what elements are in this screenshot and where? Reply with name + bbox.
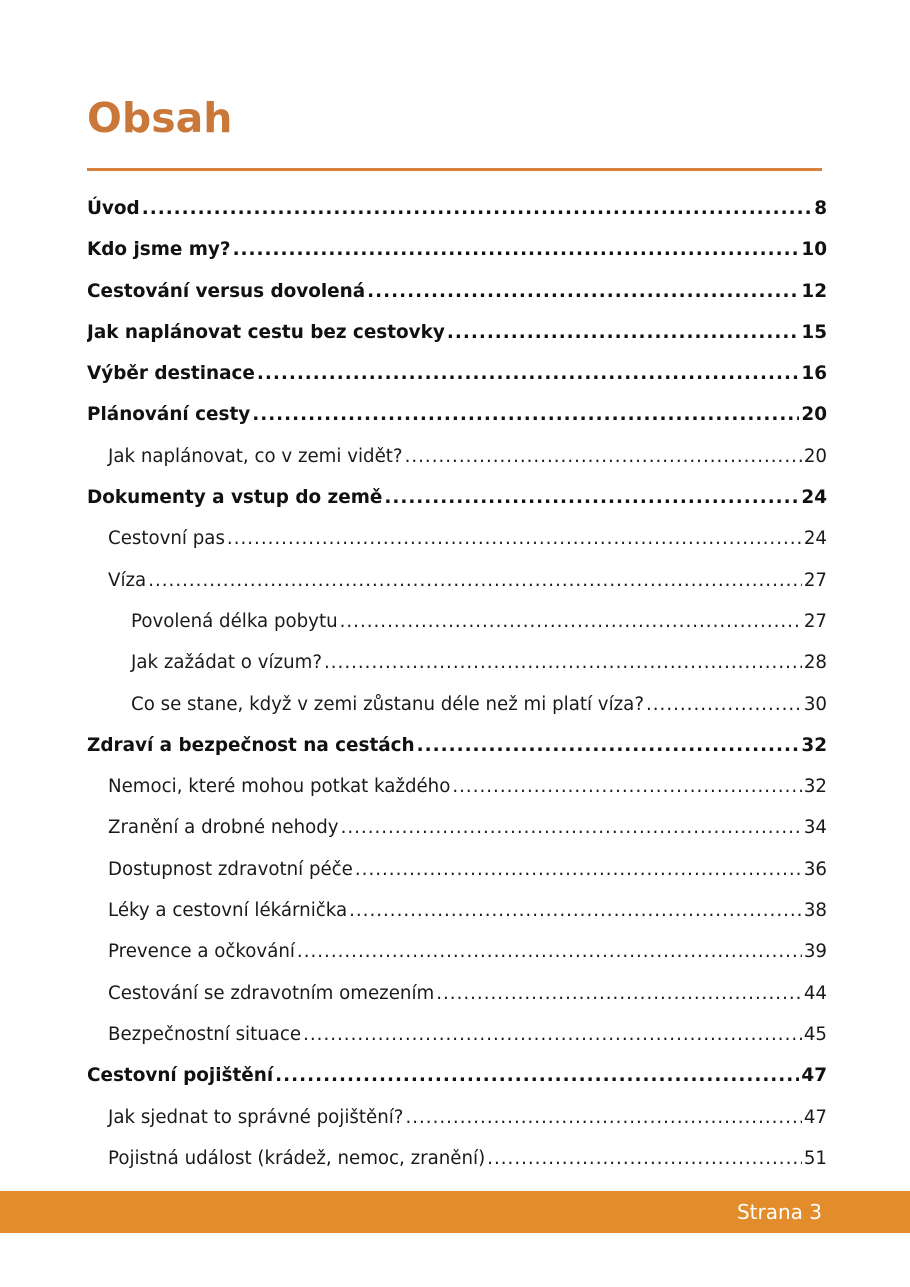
dot-leader bbox=[384, 477, 799, 518]
toc-entry-title: Kdo jsme my? bbox=[87, 239, 231, 261]
dot-leader bbox=[303, 1014, 802, 1055]
toc-entry-title: Dostupnost zdravotní péče bbox=[108, 858, 353, 880]
toc-entry-title: Povolená délka pobytu bbox=[131, 610, 338, 632]
toc-entry-page: 8 bbox=[814, 198, 827, 219]
dot-leader bbox=[297, 931, 802, 972]
toc-entry-title: Zranění a drobné nehody bbox=[108, 817, 339, 839]
toc-entry[interactable] bbox=[87, 477, 827, 518]
dot-leader bbox=[405, 1097, 801, 1138]
dot-leader bbox=[452, 766, 802, 807]
toc-entry-page: 36 bbox=[803, 858, 827, 880]
dot-leader bbox=[405, 436, 802, 477]
toc-entry-title: Dokumenty a vstup do země bbox=[87, 487, 383, 509]
toc-entry-page: 16 bbox=[801, 363, 827, 385]
toc-entry[interactable] bbox=[87, 601, 827, 642]
toc-entry[interactable] bbox=[87, 312, 827, 353]
toc-entry-page: 30 bbox=[803, 693, 827, 715]
dot-leader bbox=[646, 684, 802, 725]
toc-entry[interactable] bbox=[87, 890, 827, 931]
toc-entry-page: 47 bbox=[801, 1065, 827, 1087]
toc-entry-title: Cestování versus dovolená bbox=[87, 280, 366, 302]
toc-entry-page: 24 bbox=[801, 487, 827, 509]
page-number: Strana 3 bbox=[736, 1200, 822, 1224]
toc-entry[interactable] bbox=[87, 353, 827, 394]
toc-entry[interactable] bbox=[87, 1097, 827, 1138]
toc-entry-page: 15 bbox=[801, 321, 827, 343]
dot-leader bbox=[447, 312, 800, 353]
toc-entry[interactable] bbox=[87, 1138, 827, 1179]
toc-entry-title: Jak naplánovat, co v zemi vidět? bbox=[108, 445, 403, 467]
toc-entry[interactable] bbox=[87, 766, 827, 807]
toc-entry-title: Výběr destinace bbox=[87, 363, 255, 385]
toc-entry-page: 20 bbox=[803, 445, 827, 467]
toc-entry[interactable] bbox=[87, 973, 827, 1014]
toc-entry[interactable] bbox=[87, 394, 827, 435]
toc-entry[interactable] bbox=[87, 436, 827, 477]
toc-entry-page: 44 bbox=[803, 982, 827, 1004]
toc-entry-title: Jak naplánovat cestu bez cestovky bbox=[87, 321, 445, 343]
toc-entry[interactable] bbox=[87, 849, 827, 890]
toc-entry-title: Pojistná událost (krádež, nemoc, zranění) bbox=[108, 1147, 486, 1169]
dot-leader bbox=[367, 271, 799, 312]
dot-leader bbox=[257, 353, 800, 394]
toc-entry-title: Víza bbox=[108, 569, 147, 591]
toc-entry-page: 32 bbox=[803, 776, 827, 798]
toc-entry[interactable] bbox=[87, 518, 827, 559]
toc-entry-title: Cestovní pojištění bbox=[87, 1065, 274, 1087]
toc-entry-page: 45 bbox=[803, 1023, 827, 1045]
toc-entry-title: Prevence a očkování bbox=[108, 941, 295, 963]
toc-entry-page: 28 bbox=[803, 652, 827, 674]
dot-leader bbox=[436, 973, 802, 1014]
dot-leader bbox=[417, 725, 800, 766]
toc-entry[interactable] bbox=[87, 684, 827, 725]
toc-entry-page: 51 bbox=[803, 1147, 827, 1169]
page-title: Obsah bbox=[87, 94, 233, 142]
toc-entry-title: Bezpečnostní situace bbox=[108, 1023, 302, 1045]
toc-entry-title: Cestovní pas bbox=[108, 528, 225, 550]
toc-entry[interactable] bbox=[87, 1014, 827, 1055]
toc-entry-page: 12 bbox=[801, 280, 827, 302]
toc-entry-page: 32 bbox=[801, 734, 827, 756]
toc-entry-title: Cestování se zdravotním omezením bbox=[108, 982, 435, 1004]
toc-entry[interactable] bbox=[87, 642, 827, 683]
toc-entry-page: 39 bbox=[803, 941, 827, 963]
dot-leader bbox=[148, 560, 802, 601]
toc-entry-page: 10 bbox=[801, 239, 827, 261]
toc-entry-title: Nemoci, které mohou potkat každého bbox=[108, 776, 451, 798]
dot-leader bbox=[227, 518, 802, 559]
toc-entry-page: 47 bbox=[803, 1106, 827, 1128]
dot-leader bbox=[355, 849, 802, 890]
toc-entry-page: 38 bbox=[803, 900, 827, 922]
dot-leader bbox=[349, 890, 802, 931]
page-footer bbox=[0, 1191, 910, 1233]
dot-leader bbox=[275, 1055, 799, 1096]
dot-leader bbox=[142, 188, 812, 229]
toc-entry-title: Jak sjednat to správné pojištění? bbox=[108, 1106, 404, 1128]
toc-entry-title: Plánování cesty bbox=[87, 404, 251, 426]
toc-entry-title: Jak zažádat o vízum? bbox=[131, 652, 322, 674]
title-divider bbox=[87, 168, 822, 171]
dot-leader bbox=[233, 229, 800, 270]
toc-entry[interactable] bbox=[87, 271, 827, 312]
toc-entry-page: 27 bbox=[803, 569, 827, 591]
toc-entry-title: Úvod bbox=[87, 198, 140, 219]
toc-entry[interactable] bbox=[87, 560, 827, 601]
toc-entry-title: Léky a cestovní lékárnička bbox=[108, 900, 348, 922]
dot-leader bbox=[324, 642, 802, 683]
toc-entry-title: Co se stane, když v zemi zůstanu déle než mi platí víza? bbox=[131, 693, 644, 715]
dot-leader bbox=[487, 1138, 802, 1179]
dot-leader bbox=[340, 601, 802, 642]
toc-entry[interactable] bbox=[87, 229, 827, 270]
toc-entry[interactable] bbox=[87, 725, 827, 766]
table-of-contents bbox=[87, 188, 827, 1179]
toc-entry-page: 20 bbox=[801, 404, 827, 426]
toc-entry-page: 27 bbox=[803, 610, 827, 632]
toc-entry[interactable] bbox=[87, 931, 827, 972]
dot-leader bbox=[341, 807, 802, 848]
toc-entry-page: 24 bbox=[803, 528, 827, 550]
dot-leader bbox=[252, 394, 799, 435]
toc-entry-title: Zdraví a bezpečnost na cestách bbox=[87, 734, 415, 756]
toc-entry-page: 34 bbox=[803, 817, 827, 839]
toc-entry[interactable] bbox=[87, 1055, 827, 1096]
toc-entry[interactable] bbox=[87, 188, 827, 229]
toc-entry[interactable] bbox=[87, 807, 827, 848]
